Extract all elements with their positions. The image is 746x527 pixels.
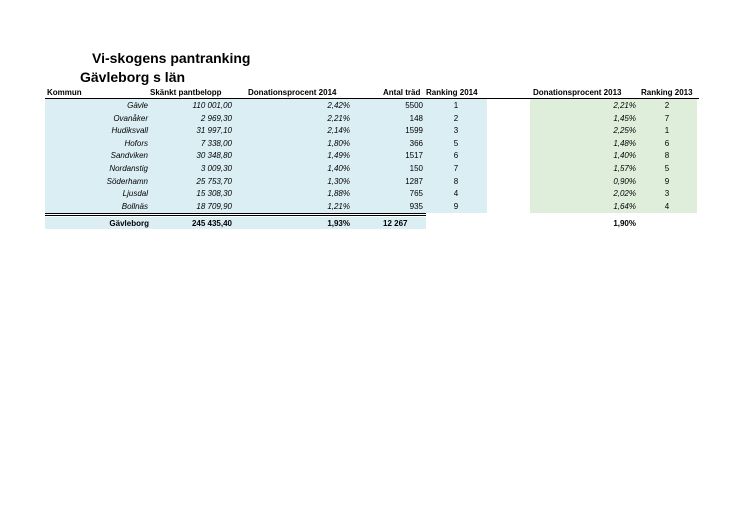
header-rank2013: Ranking 2013 [641, 88, 693, 97]
table-row [0, 150, 746, 163]
cell-belopp: 7 338,00 [200, 138, 232, 148]
cell-don2013: 0,90% [613, 176, 636, 186]
table-body [0, 100, 746, 213]
cell-rank2013: 4 [664, 201, 670, 211]
cell-rank2013: 7 [664, 113, 670, 123]
table-row [0, 138, 746, 151]
header-belopp: Skänkt pantbelopp [150, 88, 222, 97]
table-row [0, 201, 746, 214]
cell-don2014: 2,14% [327, 126, 350, 136]
table-row [0, 163, 746, 176]
cell-rank2014: 9 [453, 201, 459, 211]
cell-don2014: 1,80% [327, 138, 350, 148]
cell-don2014: 1,40% [327, 163, 350, 173]
cell-belopp: 15 308,30 [196, 189, 232, 199]
table-row [0, 100, 746, 113]
total-row [0, 218, 746, 230]
cell-belopp: 110 001,00 [192, 101, 232, 110]
cell-trad: 1287 [405, 176, 423, 186]
cell-belopp: 2 969,30 [200, 113, 232, 123]
cell-kommun: Söderhamn [106, 176, 148, 186]
total-kommun: Gävleborg [109, 219, 149, 228]
header-kommun: Kommun [47, 88, 82, 97]
cell-rank2013: 1 [664, 126, 670, 136]
cell-rank2014: 2 [453, 113, 459, 123]
cell-don2014: 2,42% [327, 101, 350, 110]
cell-don2013: 1,48% [613, 138, 636, 148]
cell-trad: 935 [409, 201, 423, 211]
cell-kommun: Ovanåker [113, 113, 148, 123]
page-subtitle: Gävleborg s län [80, 69, 186, 85]
cell-don2014: 1,30% [327, 176, 350, 186]
header-rank2014: Ranking 2014 [426, 88, 478, 97]
cell-belopp: 31 997,10 [196, 126, 232, 136]
cell-don2014: 2,21% [327, 113, 350, 123]
table-row [0, 188, 746, 201]
cell-don2014: 1,21% [327, 201, 350, 211]
cell-belopp: 3 009,30 [200, 163, 232, 173]
cell-rank2014: 3 [453, 126, 459, 136]
cell-don2013: 1,40% [613, 151, 636, 161]
total-don2013: 1,90% [613, 219, 636, 228]
total-don2014: 1,93% [327, 219, 350, 228]
cell-rank2013: 6 [664, 138, 670, 148]
cell-kommun: Ljusdal [122, 189, 148, 199]
header-don2014: Donationsprocent 2014 [248, 88, 337, 97]
table-row [0, 176, 746, 189]
cell-rank2014: 8 [453, 176, 459, 186]
cell-belopp: 25 753,70 [196, 176, 232, 186]
cell-don2013: 1,64% [613, 201, 636, 211]
cell-rank2014: 6 [453, 151, 459, 161]
cell-don2013: 1,45% [613, 113, 636, 123]
cell-trad: 1599 [405, 126, 423, 136]
cell-rank2013: 3 [664, 189, 670, 199]
cell-trad: 150 [409, 163, 423, 173]
cell-kommun: Gävle [127, 101, 148, 110]
cell-don2014: 1,49% [327, 151, 350, 161]
cell-kommun: Hudiksvall [111, 126, 148, 136]
header-don2013: Donationsprocent 2013 [533, 88, 622, 97]
cell-belopp: 30 348,80 [196, 151, 232, 161]
cell-rank2014: 5 [453, 138, 459, 148]
cell-don2013: 2,21% [613, 101, 636, 110]
cell-trad: 765 [409, 189, 423, 199]
cell-don2013: 2,25% [613, 126, 636, 136]
cell-rank2014: 4 [453, 189, 459, 199]
total-divider [45, 213, 426, 214]
cell-rank2013: 8 [664, 151, 670, 161]
cell-don2013: 1,57% [613, 163, 636, 173]
table-row [0, 125, 746, 138]
cell-belopp: 18 709,90 [196, 201, 232, 211]
cell-trad: 148 [409, 113, 423, 123]
cell-trad: 1517 [405, 151, 423, 161]
cell-rank2013: 9 [664, 176, 670, 186]
cell-kommun: Bollnäs [121, 201, 148, 211]
total-belopp: 245 435,40 [191, 219, 232, 228]
header-trad: Antal träd [383, 88, 421, 97]
cell-kommun: Sandviken [110, 151, 148, 161]
cell-rank2013: 5 [664, 163, 670, 173]
cell-kommun: Nordanstig [109, 163, 148, 173]
total-divider-second [45, 215, 426, 216]
page-title: Vi-skogens pantranking [92, 50, 251, 66]
cell-don2013: 2,02% [613, 189, 636, 199]
cell-kommun: Hofors [124, 138, 148, 148]
cell-don2014: 1,88% [327, 189, 350, 199]
cell-rank2014: 7 [453, 163, 459, 173]
cell-rank2013: 2 [664, 101, 670, 110]
cell-trad: 366 [409, 138, 423, 148]
table-row [0, 113, 746, 126]
cell-rank2014: 1 [453, 101, 459, 110]
cell-trad: 5500 [405, 101, 423, 110]
total-trad: 12 267 [383, 219, 408, 228]
